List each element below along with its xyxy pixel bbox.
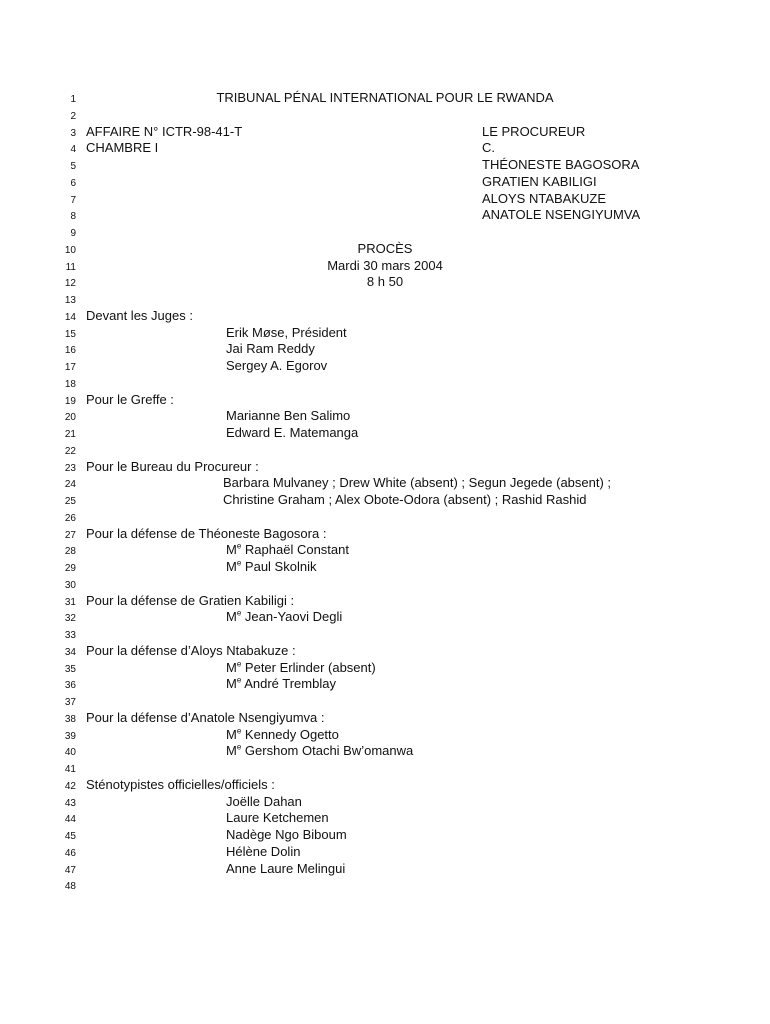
transcript-line [0, 508, 770, 525]
counsel-name-text: André Tremblay [244, 676, 336, 692]
line-number: 45 [64, 831, 76, 842]
transcript-line [0, 324, 770, 341]
counsel-name [226, 558, 316, 575]
line-number: 36 [64, 680, 76, 692]
transcript-line [0, 357, 770, 374]
transcript-line [0, 860, 770, 877]
line-number: 40 [64, 747, 76, 759]
title-superscript: e [236, 608, 242, 618]
section-label-registry: Pour le Greffe : [86, 391, 174, 407]
title-prefix: M [226, 743, 237, 759]
stenographer-name: Laure Ketchemen [226, 810, 329, 826]
line-number: 46 [64, 847, 76, 859]
line-number: 17 [64, 362, 76, 373]
line-number: 18 [64, 378, 76, 390]
line-number: 6 [70, 177, 76, 189]
transcript-line [0, 793, 770, 810]
session-time: 8 h 50 [366, 274, 404, 290]
title-superscript: e [236, 659, 242, 669]
transcript-line [0, 156, 770, 173]
counsel-name [226, 742, 413, 759]
transcript-line [0, 491, 770, 508]
line-number: 48 [64, 881, 76, 893]
line-number: 41 [64, 764, 76, 775]
transcript-line [0, 692, 770, 709]
registry-name: Marianne Ben Salimo [226, 408, 351, 424]
line-number: 28 [64, 546, 76, 558]
line-number: 15 [64, 328, 76, 340]
counsel-name [226, 675, 336, 692]
counsel-name [226, 659, 376, 676]
transcript-line [0, 206, 770, 223]
registry-name: Edward E. Matemanga [226, 425, 359, 440]
line-number: 9 [70, 228, 76, 239]
section-label-stenographers: Sténotypistes officielles/officiels : [86, 776, 275, 792]
line-number: 44 [64, 814, 76, 826]
prosecution-names: Christine Graham ; Alex Obote-Odora (absent) ; Rashid Rashid [223, 492, 587, 507]
transcript-line [0, 726, 770, 743]
title-prefix: M [226, 542, 237, 558]
transcript-line [0, 525, 770, 542]
counsel-name [226, 608, 342, 625]
line-number: 8 [70, 211, 76, 223]
transcript-line [0, 340, 770, 357]
section-label-defense-nsengiyumva: Pour la défense d’Anatole Nsengiyumva : [86, 709, 325, 725]
stenographer-name: Anne Laure Melingui [226, 860, 346, 876]
title-superscript: e [236, 558, 242, 568]
transcript-line [0, 257, 770, 274]
document-title: TRIBUNAL PÉNAL INTERNATIONAL POUR LE RWANDA [216, 90, 554, 105]
party-accused: GRATIEN KABILIGI [482, 173, 597, 189]
line-number: 42 [64, 780, 76, 792]
transcript-line [0, 575, 770, 592]
line-number: 31 [64, 596, 76, 608]
title-superscript: e [236, 726, 242, 736]
transcript-line [0, 608, 770, 625]
line-number: 7 [70, 194, 76, 206]
line-number: 38 [64, 713, 76, 725]
transcript-line [0, 742, 770, 759]
transcript-line [0, 558, 770, 575]
judge-name: Jai Ram Reddy [226, 341, 315, 357]
counsel-name [226, 726, 339, 743]
transcript-line [0, 307, 770, 324]
judge-name: Sergey A. Egorov [226, 358, 328, 373]
line-number: 3 [70, 127, 76, 139]
line-number: 26 [64, 512, 76, 524]
counsel-name-text: Jean-Yaovi Degli [244, 609, 343, 625]
line-number: 34 [64, 646, 76, 658]
title-superscript: e [236, 675, 242, 685]
line-number: 13 [64, 295, 76, 306]
section-label-defense-kabiligi: Pour la défense de Gratien Kabiligi : [86, 592, 295, 608]
transcript-line [0, 89, 770, 106]
line-number: 20 [64, 412, 76, 424]
party-accused: THÉONESTE BAGOSORA [482, 157, 640, 172]
title-prefix: M [226, 559, 237, 574]
session-date: Mardi 30 mars 2004 [327, 257, 443, 273]
transcript-line [0, 709, 770, 726]
line-number: 21 [64, 429, 76, 440]
line-number: 43 [64, 797, 76, 809]
line-number: 4 [70, 144, 76, 156]
line-number: 33 [64, 630, 76, 641]
transcript-line [0, 843, 770, 860]
title-prefix: M [226, 659, 237, 675]
line-number: 5 [70, 161, 76, 172]
counsel-name-text: Peter Erlinder (absent) [244, 659, 376, 675]
title-superscript: e [236, 742, 242, 752]
transcript-line [0, 826, 770, 843]
transcript-line [0, 173, 770, 190]
line-number: 32 [64, 613, 76, 625]
line-number: 11 [65, 261, 76, 273]
line-number: 39 [64, 730, 76, 742]
line-number: 29 [64, 563, 76, 574]
stenographer-name: Nadège Ngo Biboum [226, 827, 347, 842]
chamber: CHAMBRE I [86, 140, 159, 156]
transcript-line [0, 592, 770, 609]
party-accused: ALOYS NTABAKUZE [482, 190, 607, 206]
party-accused: ANATOLE NSENGIYUMVA [482, 207, 641, 223]
transcript-line [0, 223, 770, 240]
transcript-line [0, 809, 770, 826]
transcript-line [0, 190, 770, 207]
transcript-line [0, 541, 770, 558]
counsel-name-text: Paul Skolnik [244, 559, 317, 574]
title-prefix: M [226, 676, 237, 692]
title-prefix: M [226, 726, 237, 742]
line-number: 12 [64, 278, 76, 290]
line-number: 25 [64, 496, 76, 507]
judge-name: Erik Møse, Président [226, 324, 347, 340]
case-number: AFFAIRE N° ICTR-98-41-T [86, 123, 243, 139]
line-number: 35 [64, 663, 76, 675]
section-label-defense-bagosora: Pour la défense de Théoneste Bagosora : [86, 525, 327, 541]
line-number: 24 [64, 479, 76, 491]
line-number: 2 [70, 110, 76, 122]
line-number: 1 [70, 94, 76, 105]
line-number: 19 [64, 395, 76, 407]
transcript-line [0, 441, 770, 458]
transcript-line [0, 474, 770, 491]
transcript-line [0, 139, 770, 156]
transcript-line [0, 424, 770, 441]
line-number: 14 [64, 311, 76, 323]
counsel-name-text: Gershom Otachi Bw’omanwa [244, 743, 414, 759]
transcript-line [0, 407, 770, 424]
party-prosecutor: LE PROCUREUR [482, 123, 586, 139]
stenographer-name: Joëlle Dahan [226, 793, 302, 809]
transcript-line [0, 458, 770, 475]
transcript-line [0, 391, 770, 408]
transcript-line [0, 290, 770, 307]
line-number: 23 [64, 462, 76, 474]
counsel-name [226, 541, 349, 558]
transcript-line [0, 876, 770, 893]
line-number: 10 [64, 244, 76, 256]
section-label-prosecution: Pour le Bureau du Procureur : [86, 458, 259, 474]
transcript-line [0, 106, 770, 123]
line-number: 27 [64, 529, 76, 541]
transcript-line [0, 625, 770, 642]
counsel-name-text: Kennedy Ogetto [244, 726, 339, 742]
transcript-line [0, 675, 770, 692]
prosecution-names: Barbara Mulvaney ; Drew White (absent) ; Segun Jegede (absent) ; [223, 475, 612, 491]
section-label-defense-ntabakuze: Pour la défense d’Aloys Ntabakuze : [86, 642, 296, 658]
transcript-line [0, 123, 770, 140]
transcript-line [0, 759, 770, 776]
stenographer-name: Hélène Dolin [226, 843, 301, 859]
section-label-judges: Devant les Juges : [86, 307, 193, 323]
line-number: 37 [64, 697, 76, 708]
line-number: 30 [64, 579, 76, 591]
title-prefix: M [226, 609, 237, 625]
transcript-line [0, 776, 770, 793]
title-superscript: e [236, 541, 242, 551]
transcript-line [0, 240, 770, 257]
transcript-line [0, 642, 770, 659]
line-number: 16 [64, 345, 76, 357]
line-number: 47 [64, 864, 76, 876]
session-heading: PROCÈS [357, 240, 413, 256]
counsel-name-text: Raphaël Constant [244, 542, 349, 558]
transcript-line [0, 273, 770, 290]
line-number: 22 [64, 445, 76, 457]
transcript-line [0, 374, 770, 391]
transcript-line [0, 659, 770, 676]
party-versus: C. [482, 140, 495, 156]
